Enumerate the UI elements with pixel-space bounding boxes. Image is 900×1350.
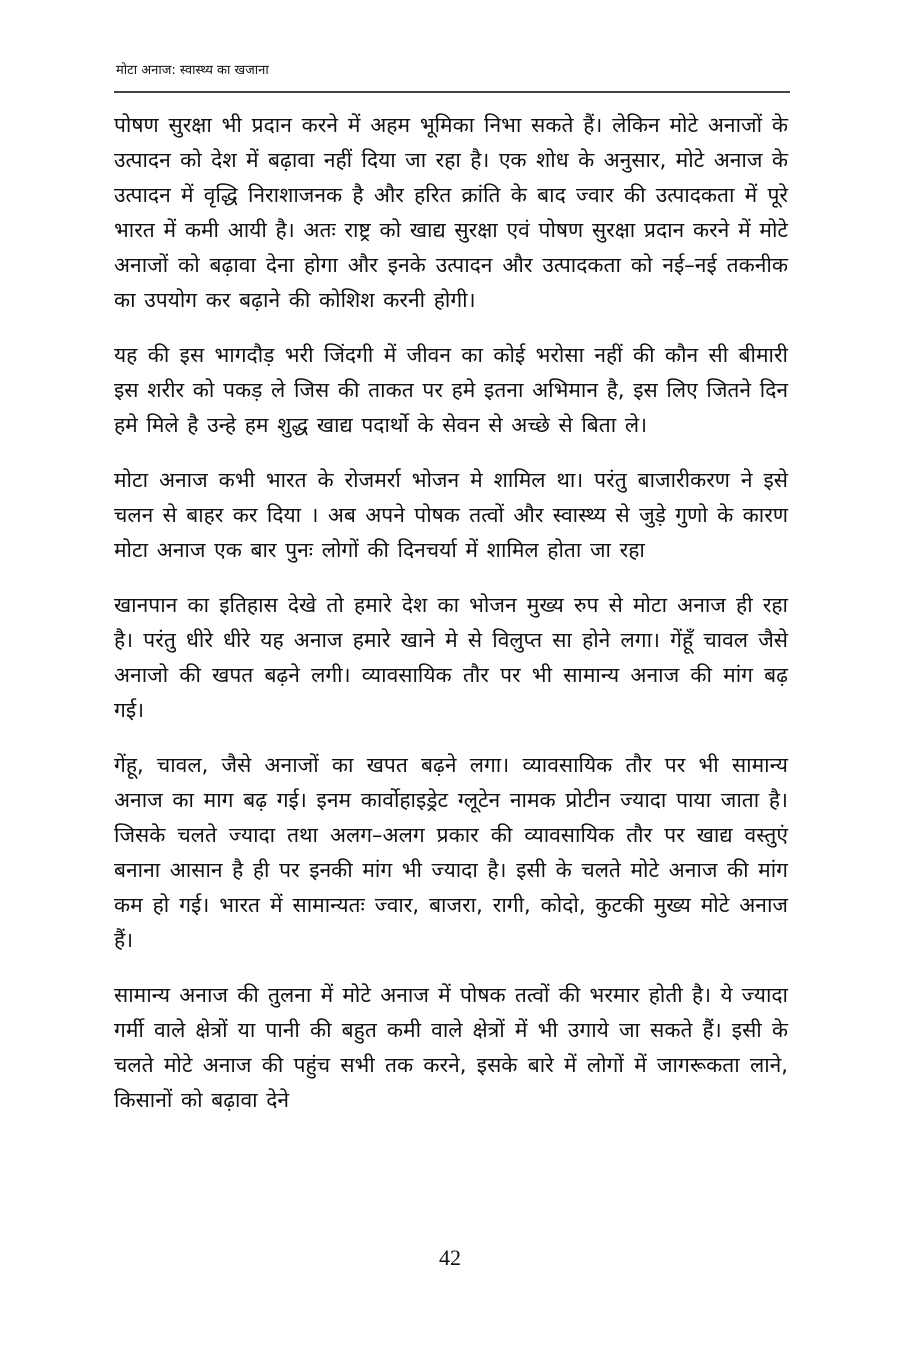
paragraph: सामान्य अनाज की तुलना में मोटे अनाज में पोषक तत्वों की भरमार होती है। ये ज्यादा गर्मी वाले क्षेत्रों या पानी की बहुत कमी वाले क्षेत्रों में भी उगाये जा सकते हैं। इसी के चलते मोटे अनाज की पहुंच सभी तक करने, इसके बारे में लोगों में जागरूकता लाने, किसानों को बढ़ावा देने xyxy=(114,983,788,1112)
running-header: मोटा अनाज: स्वास्थ्य का खजाना xyxy=(116,63,269,78)
paragraph: यह की इस भागदौड़ भरी जिंदगी में जीवन का कोई भरोसा नहीं की कौन सी बीमारी इस शरीर को पकड़ ले जिस की ताकत पर हमे इतना अभिमान है, इस लिए जितने दिन हमे मिले है उन्हे हम शुद्ध खाद्य पदार्थो के सेवन से अच्छे से बिता ले। xyxy=(114,343,788,437)
paragraph: मोटा अनाज कभी भारत के रोजमर्रा भोजन मे शामिल था। परंतु बाजारीकरण ने इसे चलन से बाहर कर दिया । अब अपने पोषक तत्वों और स्वास्थ्य से जुड़े गुणो के कारण मोटा अनाज एक बार पुनः लोगों की दिनचर्या में शामिल होता जा रहा xyxy=(114,468,788,562)
body-text xyxy=(114,108,788,1138)
page-number: 42 xyxy=(439,1245,461,1270)
paragraph: पोषण सुरक्षा भी प्रदान करने में अहम भूमिका निभा सकते हैं। लेकिन मोटे अनाजों के उत्पादन को देश में बढ़ावा नहीं दिया जा रहा है। एक शोध के अनुसार, मोटे अनाज के उत्पादन में वृद्धि निराशाजनक है और हरित क्रांति के बाद ज्वार की उत्पादकता में पूरे भारत में कमी आयी है। अतः राष्ट्र को खाद्य सुरक्षा एवं पोषण सुरक्षा प्रदान करने में मोटे अनाजों को बढ़ावा देना होगा और इनके उत्पादन और उत्पादकता को नई–नई तकनीक का उपयोग कर बढ़ाने की कोशिश करनी होगी। xyxy=(114,113,788,312)
paragraph: खानपान का इतिहास देखे तो हमारे देश का भोजन मुख्य रुप से मोटा अनाज ही रहा है। परंतु धीरे धीरे यह अनाज हमारे खाने मे से विलुप्त सा होने लगा। गेंहूँ चावल जैसे अनाजो की खपत बढ़ने लगी। व्यावसायिक तौर पर भी सामान्य अनाज की मांग बढ़ गई। xyxy=(114,593,788,722)
header-divider xyxy=(114,91,790,93)
paragraph: गेंहू, चावल, जैसे अनाजों का खपत बढ़ने लगा। व्यावसायिक तौर पर भी सामान्य अनाज का माग बढ़ गई। इनम कार्वोहाइड्रेट ग्लूटेन नामक प्रोटीन ज्यादा पाया जाता है। जिसके चलते ज्यादा तथा अलग–अलग प्रकार की व्यावसायिक तौर पर खाद्य वस्तुएं बनाना आसान है ही पर इनकी मांग भी ज्यादा है। इसी के चलते मोटे अनाज की मांग कम हो गई। भारत में सामान्यतः ज्वार, बाजरा, रागी, कोदो, कुटकी मुख्य मोटे अनाज हैं। xyxy=(114,753,788,952)
